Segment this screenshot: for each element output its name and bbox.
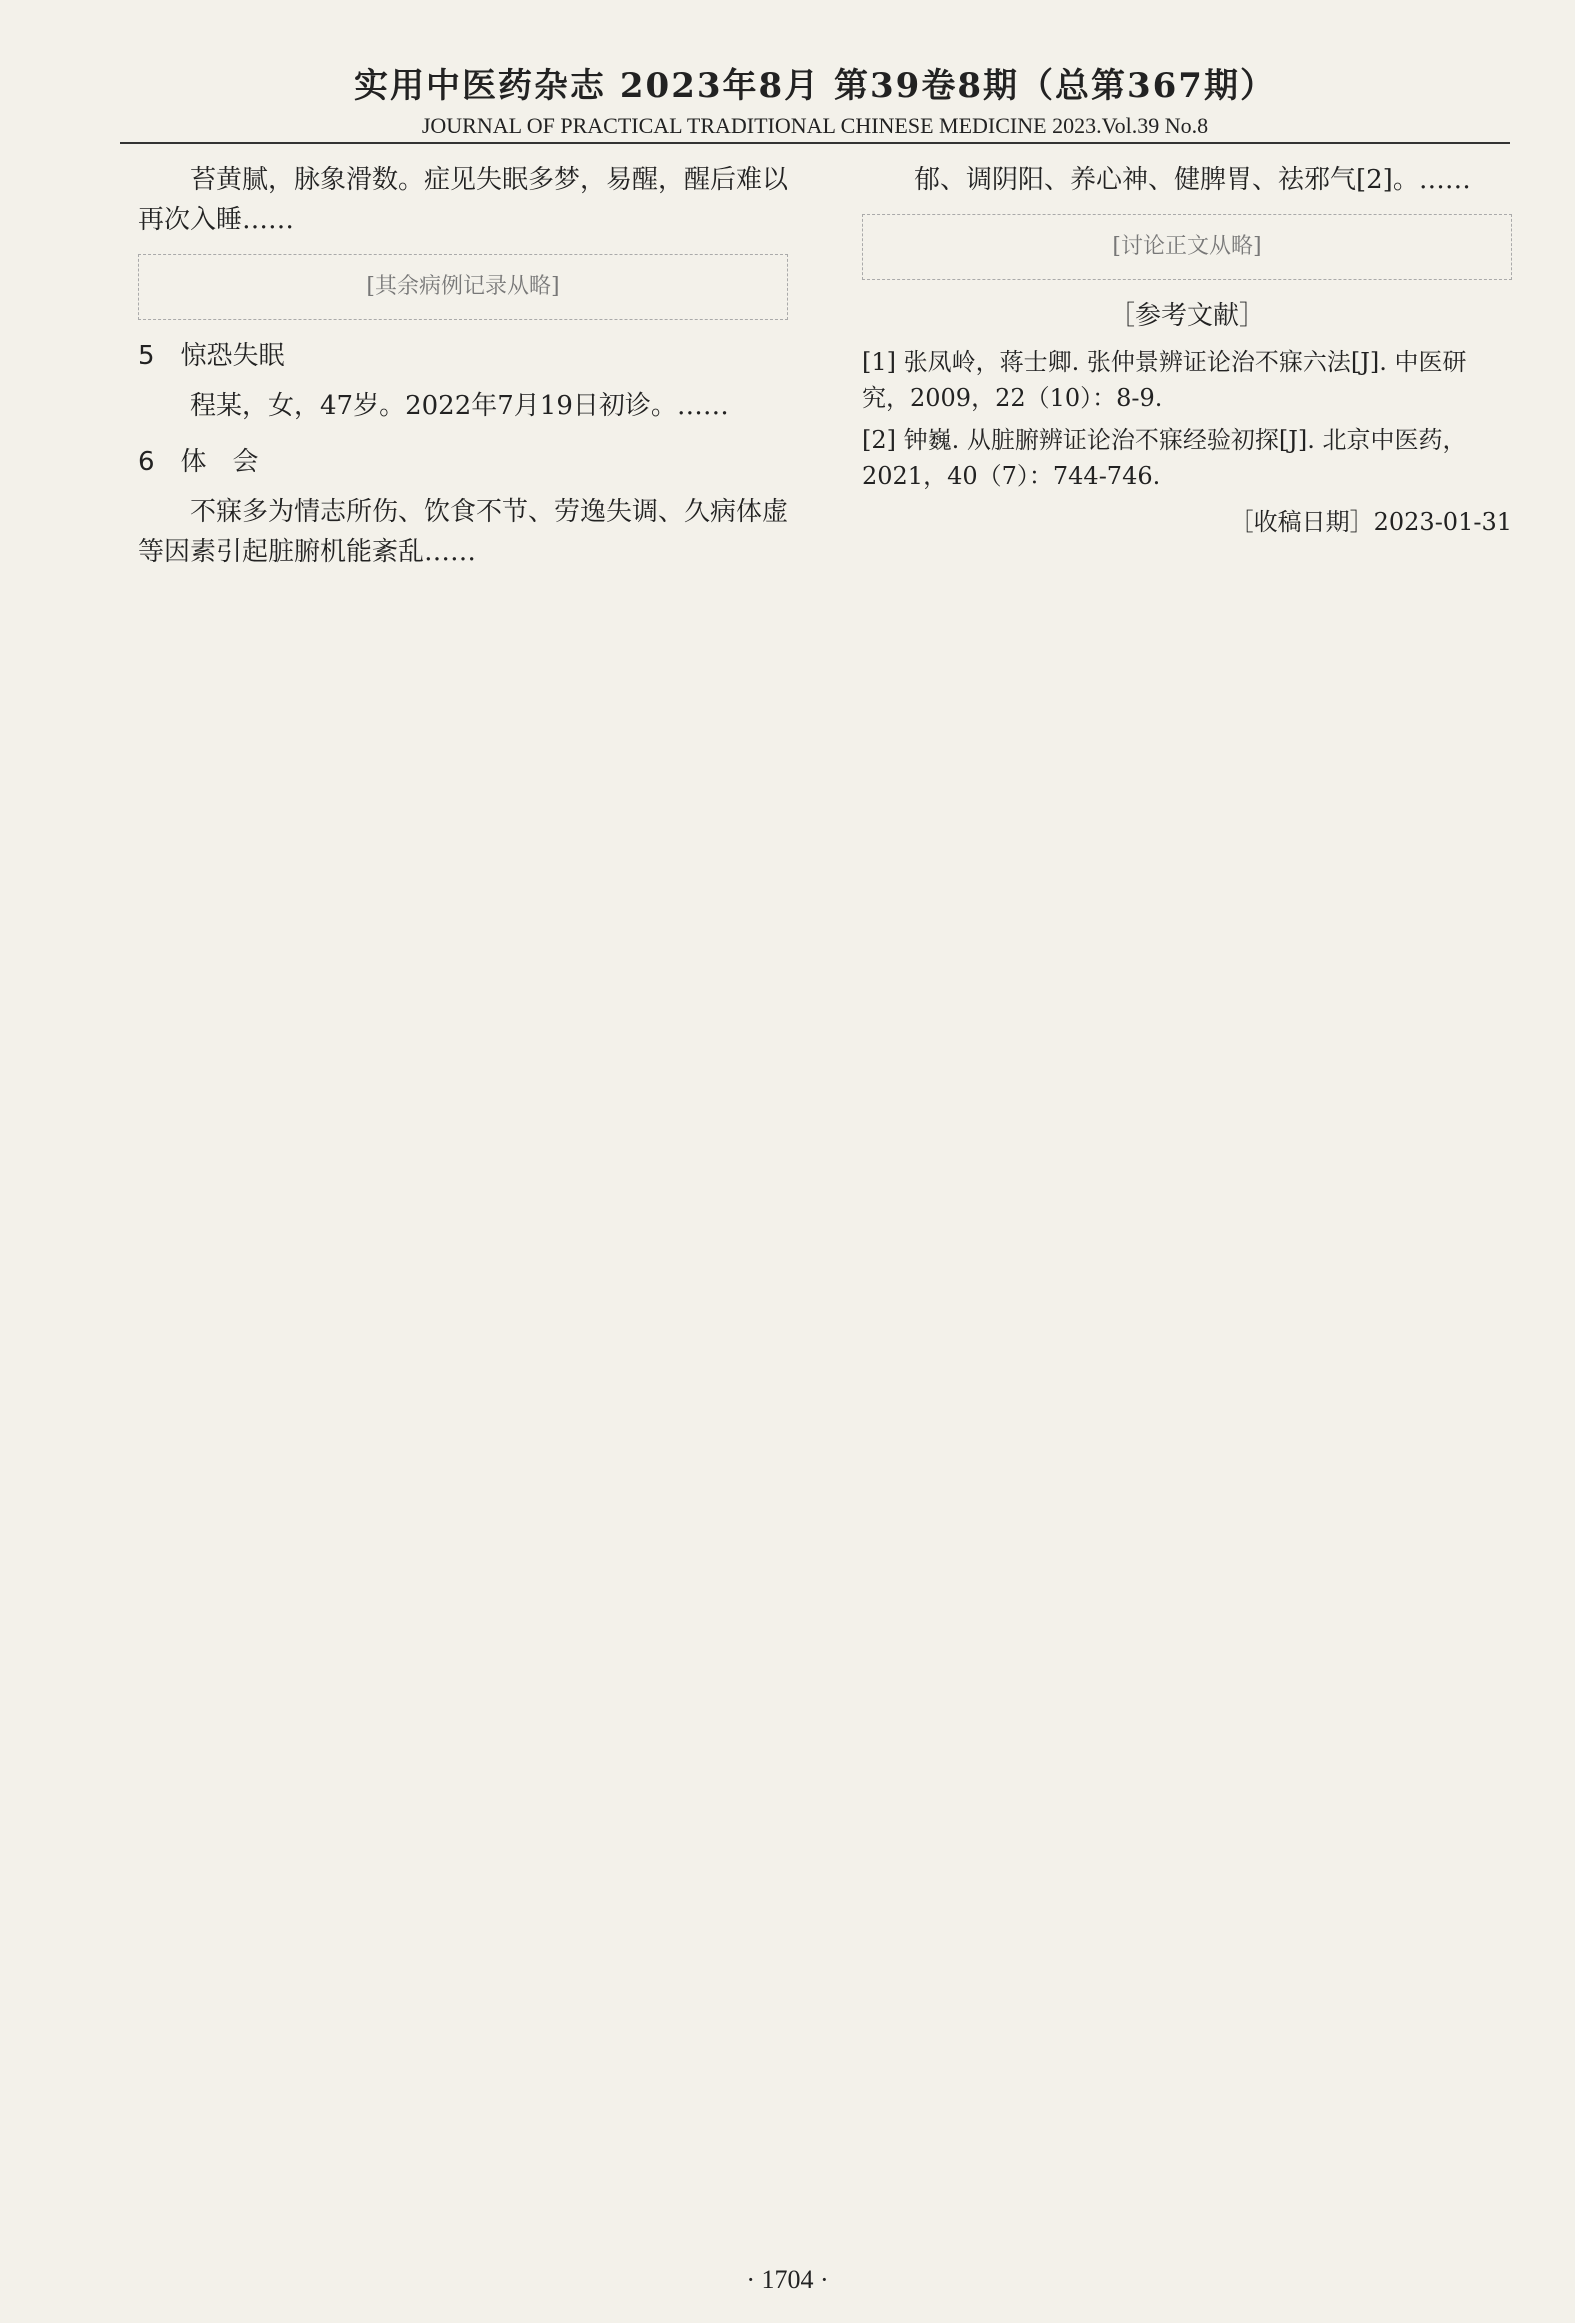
reference-item: [2] 钟巍. 从脏腑辨证论治不寐经验初探[J]. 北京中医药，2021，40（7）：744-746. [862,426,1467,490]
left-column [138,160,788,582]
section-6-title: 6 体 会 [138,447,259,477]
right-opening: 郁、调阴阳、养心神、健脾胃、祛邪气[2]。…… [914,165,1471,195]
section-5-title: 5 惊恐失眠 [138,341,285,371]
journal-title-en: JOURNAL OF PRACTICAL TRADITIONAL CHINESE MEDICINE 2023.Vol.39 No.8 [421,113,1209,138]
received-date: ［收稿日期］2023-01-31 [1229,508,1512,536]
right-column [862,160,1512,542]
header-rule [120,142,1510,144]
page-number: · 1704 · [746,2265,829,2294]
left-omitted-note: [其余病例记录从略] [138,254,788,320]
left-opening: 苔黄腻，脉象滑数。症见失眠多梦，易醒，醒后难以再次入睡…… [138,165,789,235]
journal-header [120,58,1510,139]
references-title: ［参考文献］ [1108,301,1265,331]
journal-title-cn: 实用中医药杂志 2023年8月 第39卷8期（总第367期） [354,66,1276,106]
section-5-opening: 程某，女，47岁。2022年7月19日初诊。…… [190,391,729,421]
reference-item: [1] 张凤岭，蒋士卿. 张仲景辨证论治不寐六法[J]. 中医研究，2009，22（10）：8-9. [862,348,1467,412]
right-omitted-note: [讨论正文从略] [862,214,1512,280]
section-6-opening: 不寐多为情志所伤、饮食不节、劳逸失调、久病体虚等因素引起脏腑机能紊乱…… [138,497,789,567]
